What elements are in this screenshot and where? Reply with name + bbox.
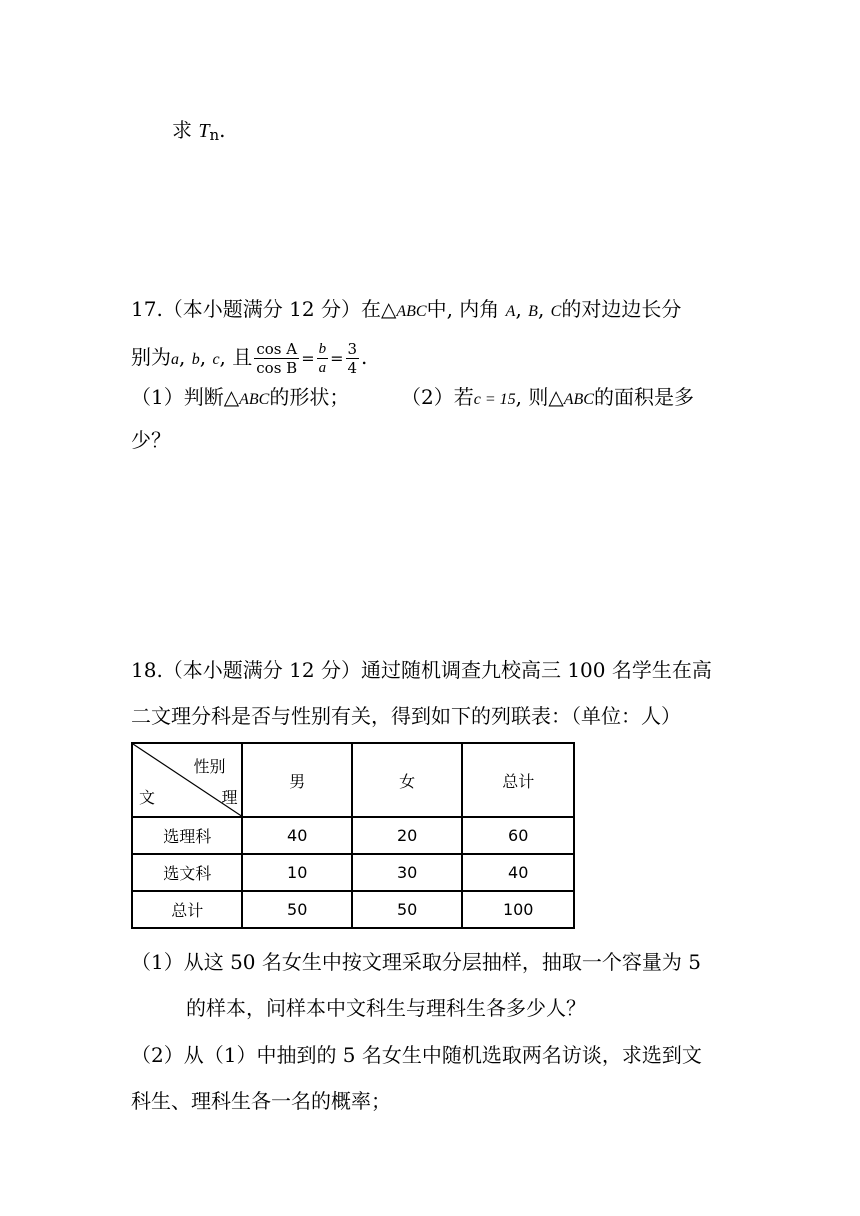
angle-B: B xyxy=(528,303,538,320)
q18-part1-line1: （1）从这 50 名女生中按文理采取分层抽样，抽取一个容量为 5 xyxy=(131,950,701,974)
q16-tail xyxy=(172,118,226,147)
table-row xyxy=(132,817,574,854)
corner-label-arts: 文 xyxy=(139,788,156,807)
q17-part2-text: 的面积是多 xyxy=(593,385,694,409)
contingency-table xyxy=(131,742,575,929)
equals: = xyxy=(330,349,344,368)
q17-text: 的对边边长分 xyxy=(561,297,682,321)
q17-parts xyxy=(131,385,349,412)
q17-text: 且 xyxy=(232,345,253,369)
q17-part2 xyxy=(401,385,694,412)
table-cell: 50 xyxy=(352,891,462,928)
table-cell: 50 xyxy=(242,891,351,928)
corner-label-gender: 性别 xyxy=(193,757,226,776)
comma: , xyxy=(219,345,226,369)
table-row xyxy=(132,854,574,891)
q17-text: 别为 xyxy=(131,345,171,369)
table-cell: 60 xyxy=(462,817,574,854)
condition-c: c = 15 xyxy=(473,391,516,408)
q17-line1 xyxy=(131,297,681,324)
fraction-cosA-cosB xyxy=(254,341,299,376)
triangle-abc: ABC xyxy=(396,303,427,320)
row-label: 选理科 xyxy=(132,817,242,854)
row-label: 选文科 xyxy=(132,854,242,891)
comma: , xyxy=(515,297,522,321)
table-cell: 40 xyxy=(462,854,574,891)
frac-num: cos A xyxy=(254,341,299,359)
comma: , xyxy=(537,297,545,321)
frac-num: 3 xyxy=(347,340,358,358)
q17-part1: （1）判断△ xyxy=(131,385,240,409)
fraction-b-a xyxy=(317,341,329,376)
q16-var-T: T xyxy=(198,120,210,142)
comma: , xyxy=(199,345,207,369)
side-c: c xyxy=(212,351,220,368)
angle-A: A xyxy=(505,303,516,320)
q18-line2: 二文理分科是否与性别有关，得到如下的列联表：（单位：人） xyxy=(131,704,681,728)
q17-part2-text: （2）若 xyxy=(401,385,474,409)
table-cell: 20 xyxy=(352,817,462,854)
fraction-3-4 xyxy=(346,341,360,376)
angle-C: C xyxy=(550,303,562,320)
q17-part2-text: , 则△ xyxy=(515,385,564,409)
q17-line4: 少？ xyxy=(131,428,171,452)
frac-den: a xyxy=(318,360,327,376)
table-cell: 10 xyxy=(242,854,351,891)
triangle-abc: ABC xyxy=(563,391,594,408)
frac-num: b xyxy=(318,341,327,357)
row-label: 总计 xyxy=(132,891,242,928)
q17-text: 中, 内角 xyxy=(426,297,500,321)
table-cell: 30 xyxy=(352,854,462,891)
col-header-male: 男 xyxy=(242,743,351,817)
side-b: b xyxy=(191,351,200,368)
q16-end: . xyxy=(219,118,226,142)
q18-line1: 18.（本小题满分 12 分）通过随机调查九校高三 100 名学生在高 xyxy=(131,658,712,682)
q18-part2-line2: 科生、理科生各一名的概率； xyxy=(131,1089,391,1113)
corner-label-science: 理 xyxy=(221,788,238,807)
corner-cell xyxy=(132,743,242,817)
table-cell: 100 xyxy=(462,891,574,928)
q17-heading: 17.（本小题满分 12 分）在△ xyxy=(131,297,397,321)
table-cell: 40 xyxy=(242,817,351,854)
triangle-abc: ABC xyxy=(239,391,270,408)
q18-part1-line2: 的样本，问样本中文科生与理科生各多少人？ xyxy=(186,996,586,1020)
q17-line2 xyxy=(131,340,367,377)
q16-sub-n: n xyxy=(209,126,220,144)
q16-prefix: 求 xyxy=(172,118,192,142)
period: . xyxy=(361,345,368,369)
col-header-female: 女 xyxy=(352,743,462,817)
frac-den: 4 xyxy=(347,359,358,377)
side-a: a xyxy=(171,351,179,368)
q18-part2-line1: （2）从（1）中抽到的 5 名女生中随机选取两名访谈，求选到文 xyxy=(131,1043,702,1067)
frac-den: cos B xyxy=(256,359,298,377)
col-header-total: 总计 xyxy=(462,743,574,817)
comma: , xyxy=(179,345,186,369)
q17-part1: 的形状； xyxy=(269,385,350,409)
table-row xyxy=(132,891,574,928)
equals: = xyxy=(301,349,315,368)
table-header-row xyxy=(132,743,574,817)
